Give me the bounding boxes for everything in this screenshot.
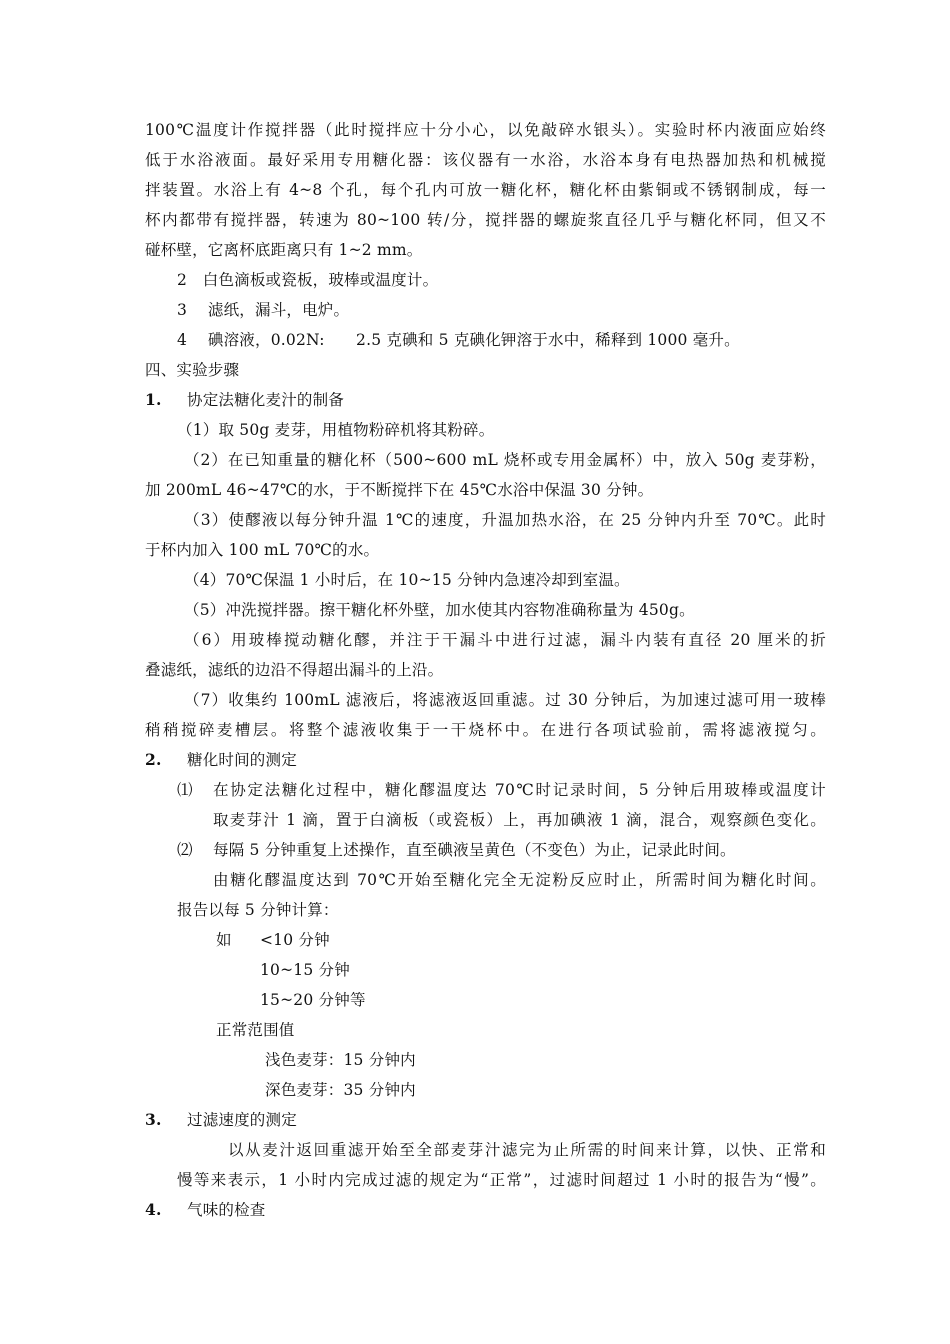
step-3-paragraph-line-2: 慢等来表示，1 小时内完成过滤的规定为“正常”，过滤时间超过 1 小时的报告为“慢”。 <box>177 1171 826 1189</box>
step-2-example-prefix: 如 <box>216 931 232 949</box>
step-3-paragraph-line-1: 以从麦汁返回重滤开始至全部麦芽汁滤完为止所需的时间来计算，以快、正常和 <box>228 1141 826 1159</box>
step-2-number: 2. <box>145 750 162 769</box>
step-2-normal-dark-malt: 深色麦芽：35 分钟内 <box>265 1081 416 1099</box>
step-1-paragraph-1: （1）取 50g 麦芽，用植物粉碎机将其粉碎。 <box>177 421 495 439</box>
equipment-item-4: 4 碘溶液，0.02N: 2.5 克碘和 5 克碘化钾溶于水中，稀释到 1000 毫升。 <box>177 331 740 349</box>
step-2-normal-range-label: 正常范围值 <box>216 1021 295 1039</box>
step-1-paragraph-7-line-1: （7）收集约 100mL 滤液后，将滤液返回重滤。过 30 分钟后，为加速过滤可用一玻棒 <box>184 691 826 709</box>
step-2-title: 糖化时间的测定 <box>187 751 297 769</box>
step-1-paragraph-3-line-1: （3）使醪液以每分钟升温 1℃的速度，升温加热水浴，在 25 分钟内升至 70℃。此时 <box>184 511 826 529</box>
step-2-definition: 由糖化醪温度达到 70℃开始至糖化完全无淀粉反应时止，所需时间为糖化时间。 <box>213 871 826 889</box>
step-2-report-note: 报告以每 5 分钟计算： <box>177 901 339 919</box>
intro-line-4: 杯内都带有搅拌器，转速为 80~100 转/分，搅拌器的螺旋浆直径几乎与糖化杯同，但又不 <box>145 211 826 229</box>
step-1-paragraph-6-line-1: （6）用玻棒搅动糖化醪，并注于干漏斗中进行过滤，漏斗内装有直径 20 厘米的折 <box>184 631 826 649</box>
step-2-range-3: 15~20 分钟等 <box>260 991 366 1009</box>
step-4-number: 4. <box>145 1200 162 1219</box>
step-2-item-1-line-1: 在协定法糖化过程中，糖化醪温度达 70℃时记录时间，5 分钟后用玻棒或温度计 <box>213 781 826 799</box>
step-1-title: 协定法糖化麦汁的制备 <box>187 391 345 409</box>
step-1-paragraph-5: （5）冲洗搅拌器。擦干糖化杯外壁，加水使其内容物准确称量为 450g。 <box>184 601 695 619</box>
intro-line-3: 拌装置。水浴上有 4~8 个孔，每个孔内可放一糖化杯，糖化杯由紫铜或不锈钢制成，每一 <box>145 181 826 199</box>
step-2-range-2: 10~15 分钟 <box>260 961 350 979</box>
step-3-title: 过滤速度的测定 <box>187 1111 297 1129</box>
step-3-number: 3. <box>145 1110 162 1129</box>
step-1-heading <box>145 390 344 410</box>
step-3-heading <box>145 1110 297 1130</box>
section-heading-steps: 四、实验步骤 <box>145 361 240 379</box>
step-2-item-2: 每隔 5 分钟重复上述操作，直至碘液呈黄色（不变色）为止，记录此时间。 <box>213 841 736 859</box>
step-1-number: 1. <box>145 390 162 409</box>
step-1-paragraph-2-line-1: （2）在已知重量的糖化杯（500~600 mL 烧杯或专用金属杯）中，放入 50g 麦芽粉， <box>184 451 826 469</box>
step-2-marker-1: ⑴ <box>177 781 193 799</box>
step-1-paragraph-7-line-2: 稍稍搅碎麦槽层。将整个滤液收集于一干烧杯中。在进行各项试验前，需将滤液搅匀。 <box>145 721 826 739</box>
equipment-item-2: 2 白色滴板或瓷板，玻棒或温度计。 <box>177 271 439 289</box>
intro-line-5: 碰杯壁，它离杯底距离只有 1~2 mm。 <box>145 241 423 259</box>
step-1-paragraph-3-line-2: 于杯内加入 100 mL 70℃的水。 <box>145 541 380 559</box>
step-1-paragraph-2-line-2: 加 200mL 46~47℃的水，于不断搅拌下在 45℃水浴中保温 30 分钟。 <box>145 481 654 499</box>
step-2-marker-2: ⑵ <box>177 841 193 859</box>
step-4-heading <box>145 1200 266 1220</box>
step-2-item-1-line-2: 取麦芽汁 1 滴，置于白滴板（或瓷板）上，再加碘液 1 滴，混合，观察颜色变化。 <box>213 811 826 829</box>
step-2-heading <box>145 750 297 770</box>
step-4-title: 气味的检查 <box>187 1201 266 1219</box>
intro-line-2: 低于水浴液面。最好采用专用糖化器：该仪器有一水浴，水浴本身有电热器加热和机械搅 <box>145 151 826 169</box>
step-1-paragraph-6-line-2: 叠滤纸，滤纸的边沿不得超出漏斗的上沿。 <box>145 661 444 679</box>
step-2-range-1: <10 分钟 <box>260 931 330 949</box>
step-2-normal-light-malt: 浅色麦芽：15 分钟内 <box>265 1051 416 1069</box>
intro-line-1: 100℃温度计作搅拌器（此时搅拌应十分小心，以免敲碎水银头）。实验时杯内液面应始终 <box>145 121 826 139</box>
equipment-item-3: 3 滤纸，漏斗，电炉。 <box>177 301 350 319</box>
step-1-paragraph-4: （4）70℃保温 1 小时后，在 10~15 分钟内急速冷却到室温。 <box>184 571 630 589</box>
